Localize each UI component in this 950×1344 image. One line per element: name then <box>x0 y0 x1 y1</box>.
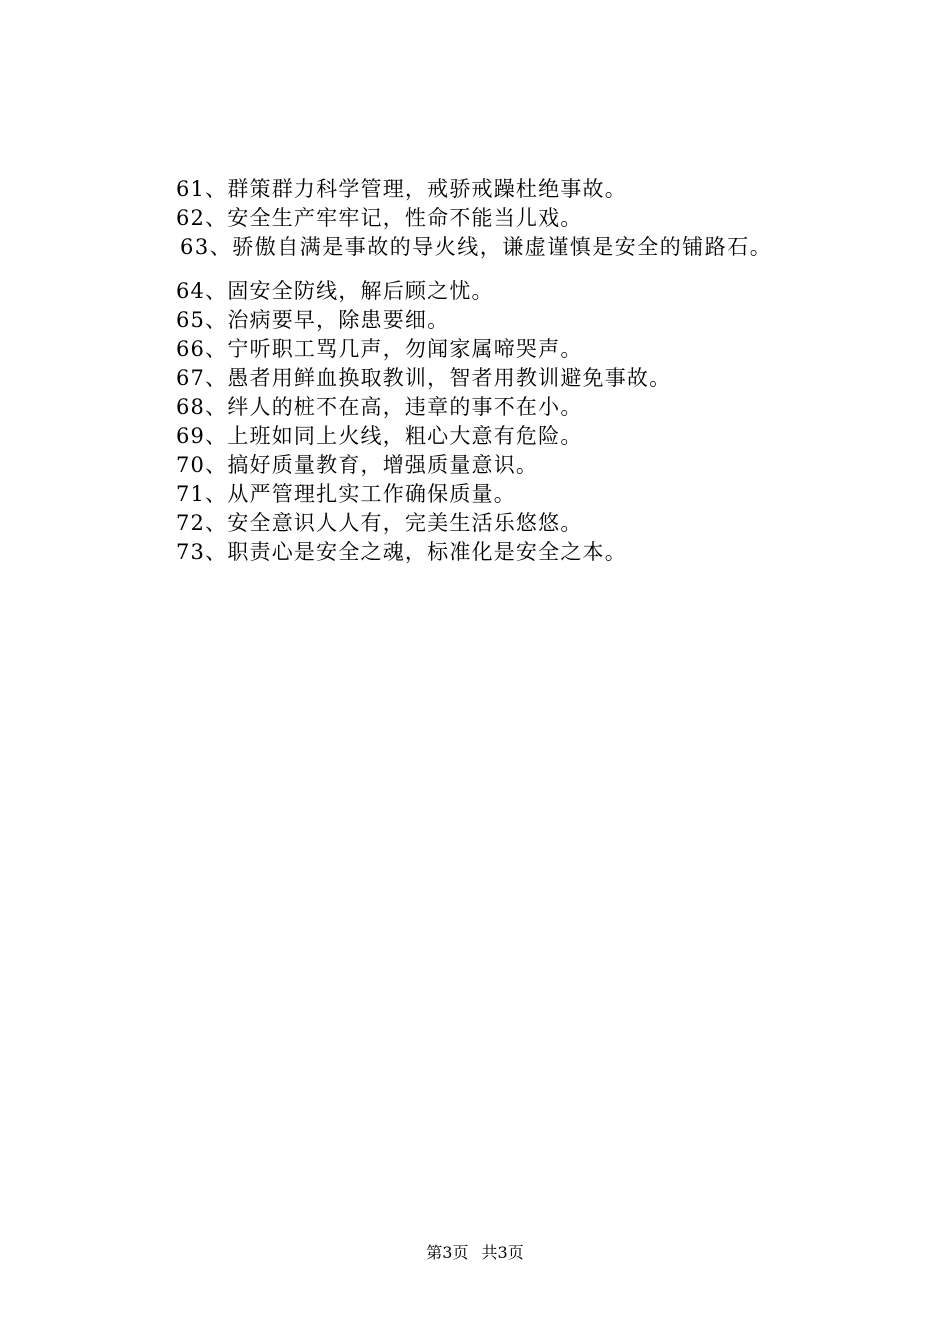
slogan-line-64: 64、固安全防线，解后顾之忧。 <box>176 279 494 303</box>
slogan-line-71: 71、从严管理扎实工作确保质量。 <box>176 482 516 506</box>
slogan-list <box>176 175 916 567</box>
slogan-line-61: 61、群策群力科学管理，戒骄戒躁杜绝事故。 <box>176 177 627 201</box>
page-footer <box>0 1242 950 1264</box>
page-number-total: 共3页 <box>481 1243 524 1262</box>
slogan-line-73: 73、职责心是安全之魂，标准化是安全之本。 <box>176 540 627 564</box>
slogan-line-70: 70、搞好质量教育，增强质量意识。 <box>176 453 539 477</box>
slogan-line-68: 68、绊人的桩不在高，违章的事不在小。 <box>176 395 583 419</box>
slogan-line-72: 72、安全意识人人有，完美生活乐悠悠。 <box>176 511 583 535</box>
slogan-line-66: 66、宁听职工骂几声，勿闻家属啼哭声。 <box>176 337 583 361</box>
page-number-current: 第3页 <box>426 1243 469 1262</box>
slogan-line-67: 67、愚者用鲜血换取教训，智者用教训避免事故。 <box>176 366 672 390</box>
slogan-line-63: 63、骄傲自满是事故的导火线，谦虚谨慎是安全的铺路石。 <box>180 235 773 259</box>
slogan-line-65: 65、治病要早，除患要细。 <box>176 308 450 332</box>
slogan-line-62: 62、安全生产牢牢记，性命不能当儿戏。 <box>176 206 583 230</box>
slogan-line-69: 69、上班如同上火线，粗心大意有危险。 <box>176 424 583 448</box>
